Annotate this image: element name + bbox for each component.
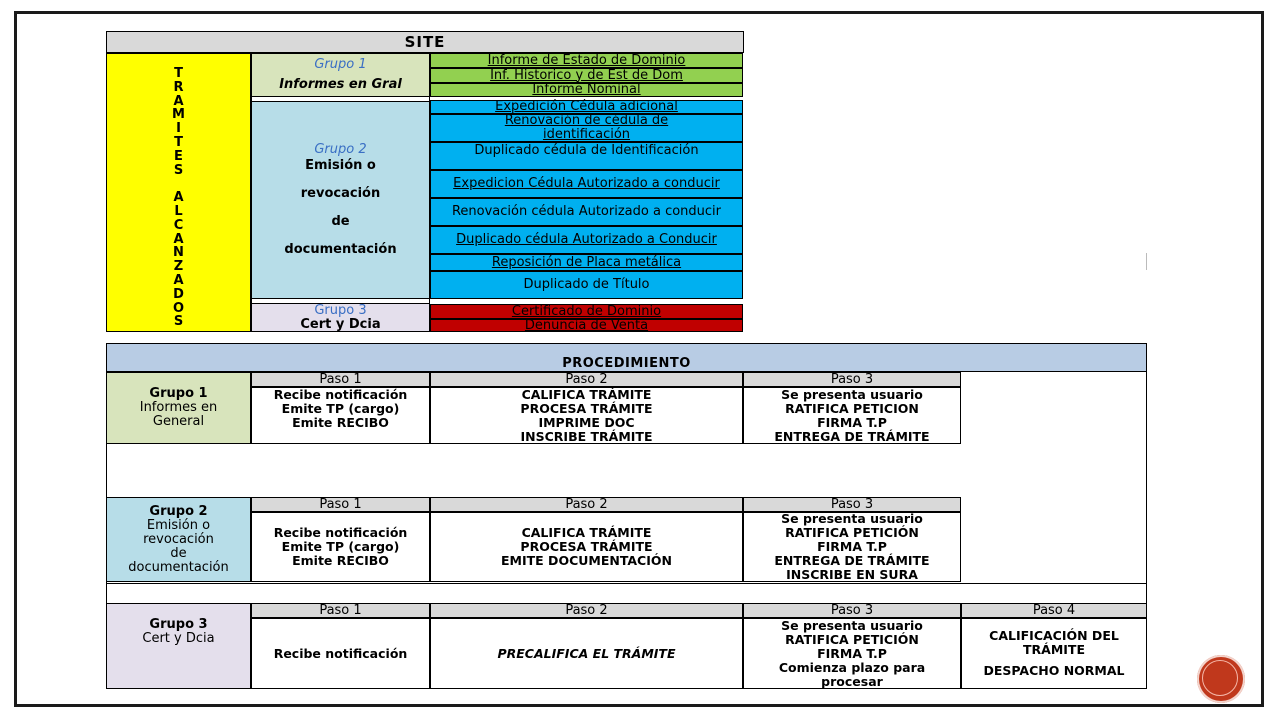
proc-step-line: Emite TP (cargo) xyxy=(281,401,400,416)
site-item-duplicado-cedula-identificacion[interactable]: Duplicado cédula de Identificación xyxy=(430,142,743,170)
proc-step-line: PRECALIFICA EL TRÁMITE xyxy=(497,645,676,661)
tramites-alcanzados-label xyxy=(106,53,251,332)
proc-g2-paso2-cell xyxy=(430,512,743,582)
proc-step-line: Recibe notificación xyxy=(273,387,408,402)
proc-step-line: RATIFICA PETICIÓN xyxy=(785,631,919,647)
site-grupo2-name-4: documentación xyxy=(284,242,397,257)
vertical-letter: Z xyxy=(173,259,184,275)
proc-step-line: DESPACHO NORMAL xyxy=(983,663,1125,678)
proc-g3-paso4-cell xyxy=(961,618,1147,689)
vertical-letter: N xyxy=(173,245,184,261)
proc-step-line: Comienza plazo para procesar xyxy=(778,659,926,689)
site-item-informe-nominal[interactable]: Informe Nominal xyxy=(430,83,743,97)
vertical-letter: A xyxy=(173,190,184,206)
proc-grupo1-label xyxy=(106,372,251,444)
proc-g2-paso3-cell xyxy=(743,512,961,582)
proc-grupo2-line: Emisión o xyxy=(146,517,211,533)
circle-logo-icon xyxy=(1197,655,1245,703)
site-grupo2-name-1: Emisión o xyxy=(305,158,376,173)
proc-step-line: CALIFICA TRÁMITE xyxy=(521,386,652,402)
proc-step-line: Emite RECIBO xyxy=(292,553,389,568)
proc-step-line: PROCESA TRÁMITE xyxy=(520,400,653,416)
proc-g1-paso2-header: Paso 2 xyxy=(430,372,743,387)
proc-g2-paso3-header: Paso 3 xyxy=(743,497,961,512)
proc-grupo3-title: Grupo 3 xyxy=(149,617,208,632)
proc-step-line: INSCRIBE EN SURA xyxy=(786,567,918,582)
site-grupo2-label: Grupo 2 xyxy=(314,142,367,157)
proc-g1-paso1-header: Paso 1 xyxy=(251,372,430,387)
proc-g3-paso2-cell xyxy=(430,618,743,689)
proc-step-line: FIRMA T.P xyxy=(817,539,887,554)
procedimiento-title: PROCEDIMIENTO xyxy=(106,343,1147,372)
vertical-letter: L xyxy=(174,203,183,219)
vertical-letter: C xyxy=(173,217,184,233)
proc-g3-paso4-header: Paso 4 xyxy=(961,603,1147,618)
vertical-letter: D xyxy=(173,286,184,302)
divider xyxy=(1146,253,1147,270)
proc-step-line: RATIFICA PETICIÓN xyxy=(785,525,919,540)
vertical-letter: E xyxy=(174,148,183,164)
site-grupo3-name: Cert y Dcia xyxy=(300,316,381,332)
site-grupo3-label: Grupo 3 xyxy=(314,302,367,318)
proc-g3-paso1-header: Paso 1 xyxy=(251,603,430,618)
vertical-letter: A xyxy=(173,93,184,109)
proc-step-line: INSCRIBE TRÁMITE xyxy=(520,428,653,444)
vertical-letter: S xyxy=(173,162,184,178)
proc-g3-paso3-cell xyxy=(743,618,961,689)
proc-g3-paso1-cell xyxy=(251,618,430,689)
proc-g1-paso1-cell xyxy=(251,387,430,444)
proc-g2-paso2-header: Paso 2 xyxy=(430,497,743,512)
vertical-letter: A xyxy=(173,231,184,247)
proc-g3-paso2-header: Paso 2 xyxy=(430,603,743,618)
vertical-letter: T xyxy=(174,66,183,81)
proc-g2-paso1-cell xyxy=(251,512,430,582)
site-item-inf-historico[interactable]: Inf. Historico y de Est de Dom xyxy=(430,68,743,83)
proc-grupo2-label xyxy=(106,497,251,582)
site-grupo1-label: Grupo 1 xyxy=(314,57,367,72)
proc-grupo1-title: Grupo 1 xyxy=(149,386,208,401)
proc-g2-paso1-header: Paso 1 xyxy=(251,497,430,512)
vertical-letter: M xyxy=(172,107,185,123)
vertical-letter: R xyxy=(173,79,184,95)
divider xyxy=(106,583,1147,584)
proc-g1-paso3-header: Paso 3 xyxy=(743,372,961,387)
proc-step-line: RATIFICA PETICION xyxy=(785,400,919,416)
proc-step-line: FIRMA T.P xyxy=(817,645,887,661)
proc-grupo2-title: Grupo 2 xyxy=(149,503,208,519)
proc-step-line: PROCESA TRÁMITE xyxy=(520,539,653,554)
site-grupo1-name: Informes en Gral xyxy=(279,77,402,92)
proc-g1-paso3-cell xyxy=(743,387,961,444)
proc-step-line: CALIFICA TRÁMITE xyxy=(521,525,652,540)
proc-step-line: Se presenta usuario xyxy=(781,617,923,633)
site-item-reposicion-placa[interactable]: Reposición de Placa metálica xyxy=(430,254,743,271)
vertical-letter: A xyxy=(173,272,184,288)
proc-g1-paso2-cell xyxy=(430,387,743,444)
site-item-expedicion-cedula-adicional[interactable]: Expedición Cédula adicional xyxy=(430,100,743,114)
proc-grupo2-line: de xyxy=(170,545,187,561)
proc-grupo3-line: Cert y Dcia xyxy=(142,631,215,646)
vertical-letter: T xyxy=(174,134,183,150)
proc-step-line: IMPRIME DOC xyxy=(538,414,635,430)
proc-grupo3-label xyxy=(106,603,251,689)
proc-step-line: FIRMA T.P xyxy=(817,414,887,430)
proc-step-line: ENTREGA DE TRÁMITE xyxy=(774,553,930,568)
proc-step-line: Recibe notificación xyxy=(273,645,408,661)
site-item-certificado-dominio[interactable]: Certificado de Dominio xyxy=(430,304,743,319)
proc-grupo2-line: documentación xyxy=(128,559,229,575)
proc-step-line: Recibe notificación xyxy=(273,525,408,540)
vertical-letter: S xyxy=(173,314,184,330)
site-grupo1-cell xyxy=(251,53,430,97)
site-grupo2-cell xyxy=(251,101,430,299)
vertical-letter: I xyxy=(176,121,181,137)
site-item-expedicion-cedula-autorizado[interactable]: Expedicion Cédula Autorizado a conducir xyxy=(430,170,743,198)
site-item-renovacion-cedula-identificacion[interactable]: Renovación de cédula de identificación xyxy=(430,114,743,142)
site-item-denuncia-venta[interactable]: Denuncia de Venta xyxy=(430,319,743,332)
proc-step-line: Se presenta usuario xyxy=(781,511,923,526)
proc-step-line: Se presenta usuario xyxy=(781,386,923,402)
proc-step-line: Emite RECIBO xyxy=(292,415,389,430)
site-item-renovacion-cedula-autorizado[interactable]: Renovación cédula Autorizado a conducir xyxy=(430,198,743,226)
proc-grupo1-line: General xyxy=(152,414,205,429)
site-title: SITE xyxy=(106,31,744,53)
proc-step-line: EMITE DOCUMENTACIÓN xyxy=(501,553,672,568)
site-grupo2-name-2: revocación xyxy=(300,186,381,201)
site-grupo2-name-3: de xyxy=(331,214,350,229)
proc-grupo1-line: Informes en xyxy=(139,400,218,415)
site-grupo3-cell xyxy=(251,303,430,332)
site-item-duplicado-titulo[interactable]: Duplicado de Título xyxy=(430,271,743,299)
vertical-letter: O xyxy=(172,300,185,316)
proc-step-line: Emite TP (cargo) xyxy=(281,539,400,554)
proc-grupo2-line: revocación xyxy=(143,531,214,547)
proc-step-line: ENTREGA DE TRÁMITE xyxy=(774,428,930,444)
proc-g3-paso3-header: Paso 3 xyxy=(743,603,961,618)
proc-step-line: CALIFICACIÓN DEL TRÁMITE xyxy=(989,628,1119,657)
site-item-duplicado-cedula-autorizado[interactable]: Duplicado cédula Autorizado a Conducir xyxy=(430,226,743,254)
site-item-informe-estado-dominio[interactable]: Informe de Estado de Dominio xyxy=(430,53,743,68)
